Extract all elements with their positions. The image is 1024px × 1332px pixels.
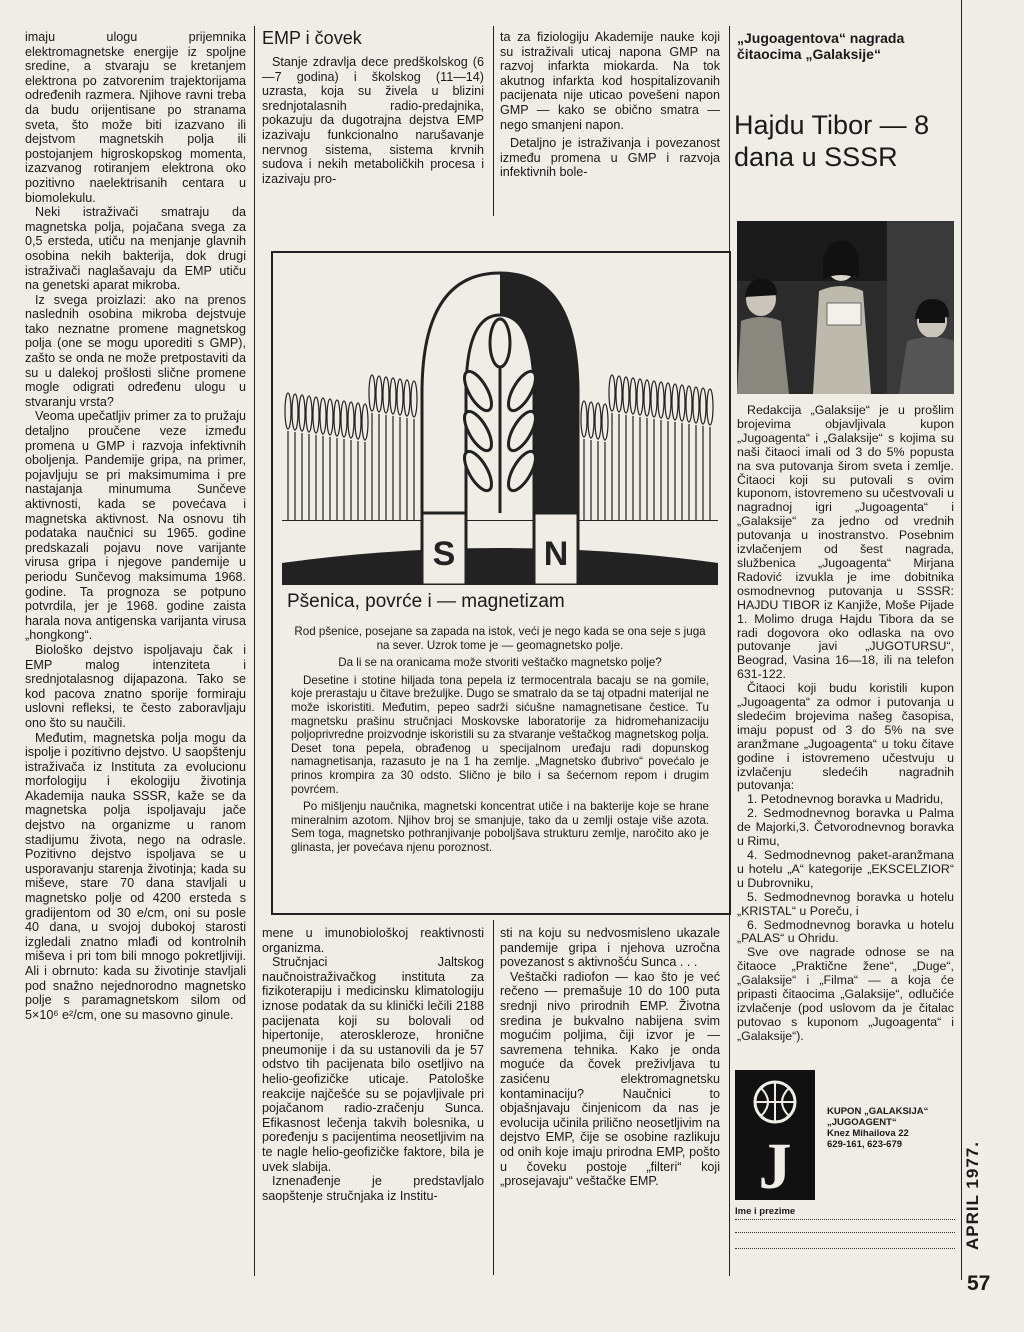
coupon-line: „JUGOAGENT“: [827, 1117, 897, 1128]
column-2-top: [262, 27, 484, 186]
paragraph: Stanje zdravlja dece predškolskog (6—7 godina) i školskog (11—14) uzrasta, koja su živela u blizini srednjotalasnih radio-predajnika, pokazuju da dugotrajna dejstva EMP izazivaju funkcionalno narušavanje nervnog sistema, sistema krvnih sudova i nekih metaboličkih procesa i izazivaju pro-: [262, 55, 484, 186]
column-divider: [493, 26, 494, 216]
logo-letter: J: [758, 1130, 792, 1200]
column-1: [25, 30, 246, 1022]
box-question: Da li se na oranicama može stvoriti veštačko magnetsko polje?: [338, 656, 662, 670]
prize-item: 5. Sedmodnevnog boravka u hotelu „KRISTAL“ u Poreču, i: [737, 889, 954, 918]
coupon-name-field[interactable]: [735, 1206, 955, 1220]
jugoagent-logo: [735, 1070, 815, 1200]
coupon-dotted-line: [735, 1248, 955, 1249]
coupon-text: [827, 1106, 957, 1150]
right-article: [737, 404, 954, 1044]
column-2-bottom: [262, 926, 484, 1203]
winner-photo-image: [737, 221, 954, 394]
boxed-article: [271, 251, 731, 915]
column-divider: [493, 920, 494, 1275]
coupon: [735, 1070, 955, 1250]
paragraph: Detaljno je istraživanja i povezanost između promena u GMP i razvoja infektivnih bole-: [500, 136, 720, 180]
paragraph: sti na koju su nedvosmisleno ukazale pandemije gripa i njehova uzročna povezanost s aktivnošću Sunca . . .: [500, 926, 720, 970]
paragraph: Neki istraživači smatraju da magnetska polja, pojačana svega za 0,5 ersteda, utiču na menjanje glavnih osobina nekih bakterija, dok drugi istraživači naglašavaju da EMP utiču na genetski aparat mikroba.: [25, 205, 246, 293]
paragraph: Stručnjaci Jaltskog naučnoistraživačkog instituta za fizikoterapiju i medicinsku klimatologiju iznose podatak da su klinički lečili 2188 pacijenata koji su bolovali od hipertonije, ateroskleroze, hronične pneumonije i da su ustanovili da je 57 odstvo tih pacijenata bilo osetljivo na helio-geofizičke uticaje. Patološke reakcije najčešće su se pojavljivale pri pojačanom radio-zračenju Sunca. Efikasnost lečenja takvih bolesnika, u poređenju s pacijentima neosetljivim na te nagle helio-geofizičke faktore, bila je uvek slabija.: [262, 955, 484, 1174]
prize-item: 6. Sedmodnevnog boravka u hotelu „PALAS“ u Ohridu.: [737, 917, 954, 946]
paragraph: Sve ove nagrade odnose se na čitaoce „Praktične žene“, „Duge“, „Galaksije“ i „Filma“ — a koja će pripasti čitaocima „Galaksije“, odlučiće izvlačenje (pod uslovom da je čitalac putovao s kuponom „Jugoagenta“ i „Galaksije“).: [737, 945, 954, 1043]
coupon-dotted-line: [735, 1232, 955, 1233]
margin-divider: [961, 0, 962, 1280]
box-title: Pšenica, povrće i — magnetizam: [287, 591, 565, 612]
paragraph: Veštački radiofon — kao što je već rečeno — premašuje 10 do 100 puta srednji nivo prirodnih EMP. Životna sredina je bukvalno nabijena svim mogućim poljima, čiji izvor je — savremena tehnika. Kako je onda moguće da čovek preživljava tu zasićenu elektromagnetsku kontaminaciju? Naučnici to objašnjavaju činjenicom da nas je evolucija učinila prilično neosetljivim na dejstvo EMP, čije se osobine razlikuju od onih koje imaju prirodna EMP, pošto u čoveku postoje „filteri“ koji „prosejavaju“ veštačke EMP.: [500, 969, 720, 1189]
name-label: Ime i prezime: [735, 1206, 796, 1217]
paragraph: imaju ulogu prijemnika elektromagnetske energije iz spoljne sredine, a stvaraju se kretanjem elektrona po zatvorenim trajektorijama određenih razmera. Njihove ravni treba da budu orijentisane po stranama sveta, što može biti izazvano ili dejstvom magnetskih polja ili postojanjem higroskopskog momenta, izazvanog rotiranjem elektrona oko pozitivno naelektrisanih centara u biomolekulu.: [25, 30, 246, 205]
paragraph: ta za fiziologiju Akademije nauke koji su istraživali uticaj napona GMP na razvoj infarkta miokarda. Na tok akutnog infarkta kod hospitalizovanih pacijenata nije uticao povešeni napon GMP — kako se obično smatra — nego smanjeni napon.: [500, 30, 720, 132]
issue-date: APRIL 1977.: [963, 1141, 982, 1250]
paragraph: Iznenađenje je predstavljalo saopštenje stručnjaka iz Institu-: [262, 1174, 484, 1203]
paragraph: Veoma upečatljiv primer za to pružaju detaljno proučene veze između promena u GMP i razvoja infektivnih oboljenja. Pandemije gripa, na primer, pojavljuju se pri maksimumima i pre nastajanja minumuma Sunčeve aktivnosti, kada se povećava i magnetska aktivnost. Na osnovu tih podataka naučnici su 1965. godine predskazali pojavu nove varijante virusa gripa i njegove pandemije u periodu Sunčevog maksimuma 1968. godine. Ta prognoza se potpuno potvrdila, jer je 1968. godine zaista harala nova antigenska varijanta virusa „hongkong“.: [25, 409, 246, 643]
coupon-line: KUPON „GALAKSIJA“: [827, 1106, 929, 1117]
paragraph: Po mišljenju naučnika, magnetski koncentrat utiče i na bakterije koje se hrane mineralnim azotom. Njihov broj se smanjuje, tako da u zemlji ostaje više azota. Sem toga, magnetsko pothranjivanje poboljšava strukturu zemlje, naročito ako je glinasta, jer povećava njenu poroznost.: [291, 800, 709, 854]
coupon-line: 629-161, 623-679: [827, 1139, 903, 1150]
prize-item: 2. Sedmodnevnog boravka u Palma de Majorki,3. Četvorodnevnog boravka u Rimu,: [737, 806, 954, 849]
prize-item: 4. Sedmodnevnog paket-aranžmana u hotelu „A“ kategorije „EKSCELZIOR“ u Dubrovniku,: [737, 848, 954, 890]
column-3-bottom: [500, 926, 720, 1189]
winner-photo: [737, 221, 954, 394]
paragraph: Čitaoci koji budu koristili kupon „Jugoagenta“ za odmor i putovanja u sledećim brojevima našeg časopisa, imaju popust od 3 do 5% na sve aranžmane „Jugoagenta“ u toku čitave godine i istovremeno učestvuju u izvlačenju sledećih nagradnih putovanja:: [737, 681, 954, 793]
right-kicker: „Jugoagentova“ nagrada čitaocima „Galaksije“: [737, 30, 905, 62]
magnet-pole-n: N: [543, 535, 569, 573]
column-divider: [254, 26, 255, 1276]
paragraph: Redakcija „Galaksije“ je u prošlim brojevima objavljivala kupon „Jugoagenta“ i „Galaksije“ s kojima su naši čitaoci imali od 3 do 5% popusta na sva putovanja širom sveta i zemlje. Čitaoci koji su putovali s ovim kuponom, istovremeno su učestvovali u nagradnoj igri „Jugoagenta“ i „Galaksije“ za jedno od vrednih putovanja u inostranstvo. Posebnim izvlačenjem od šest nagrada, službenica „Jugoagenta“ Mirjana Radović izvukla je ime dobitnika osmodnevnog putovanja u SSSR: HAJDU TIBOR iz Kanjiže, Moše Pijade 1. Molimo druga Hajdu Tibora da se radi dogovora oko odlaska na ovo putovanje javi „JUGOTURSU“, Beograd, Vasina 16—18, ili na telefon 631-122.: [737, 403, 954, 682]
box-text: [291, 625, 709, 859]
paragraph: mene u imunobiološkoj reaktivnosti organizma.: [262, 926, 484, 955]
wheat-magnet-illustration: [282, 263, 718, 585]
box-intro: Rod pšenice, posejane sa zapada na istok, veći je nego kada se ona seje s juga na sever. Uzrok tome je — geomagnetsko polje.: [294, 625, 706, 652]
magnet-pole-s: S: [432, 535, 456, 573]
coupon-line: Knez Mihailova 22: [827, 1128, 909, 1139]
column-3-top: [500, 30, 720, 180]
prize-item: 1. Petodnevnog boravka u Madridu,: [747, 792, 944, 807]
paragraph: Desetine i stotine hiljada tona pepela iz termocentrala bacaju se na gomile, koje prerastaju u čitave brežuljke. Dugo se smatralo da se taj otpadni materijal ne može iskoristiti. Međutim, pepeo sadrži sićušne namagnetisane čestice. Tu magnetsku prašinu stručnjaci Moskovske laboratorije za hidromehanizaciju poljoprivredne proizvodnje iskoristili su za stvaranje veštačkog magnetskog polja. Deset tona pepela, obrađenog u specijalnom uređaju radi dopunskog namagnetisanja, razasuto je na 1 ha zemlje. „Magnetsko đubrivo“ povećalo je prinos krompira za 30 odsto. Slično je bilo i sa šećernom repom i drugim povrćem.: [291, 673, 709, 796]
paragraph: Biološko dejstvo ispoljavaju čak i EMP malog intenziteta i srednjotalasnog dijapazona. Tako se kod pacova znatno sporije formiraju uslovni refleksi, te često zaboravljaju ono što su naučili.: [25, 642, 246, 730]
page-number: 57: [967, 1272, 991, 1295]
right-headline: Hajdu Tibor — 8 dana u SSSR: [734, 110, 930, 172]
paragraph: Iz svega proizlazi: ako na prenos naslednih osobina mikroba dejstvuje tako neznatne promene magnetskog polja (one se mogu uporediti s GMP), zašto se onda ne može pretpostaviti da su u dalekoj prošlosti slične promene mogle odigrati određenu ulogu u stvaranju vrsta?: [25, 292, 246, 409]
section-title: EMP i čovek: [262, 28, 362, 48]
paragraph: Međutim, magnetska polja mogu da ispolje i pozitivno dejstvo. U saopštenju istraživača iz Instituta za evolucionu morfologiju i ekologiju životinja Akademija nauka SSSR, kaže se da magnetska polja ispoljavaju jače dejstvo na organizme u ranom stadijumu života, nego na odrasle. Pozitivno dejstvo ispoljava se u usporavanju starenja životinja; kada su miševe, stare 70 dana stavljali u magnetsko polje od 4200 ersteda s gradijentom od 30 e/cm, oni su posle 40 dana, u svojoj dubokoj starosti izgledali znatno mlađi od kontrolnih miševa i pri tom bili mnogo pokretljiviji. Ali i obrnuto: kada su životinje stavljali pod snažno nejednorodno magnetsko polje s paramagnetskom silom od 5×10⁶ e²/cm, one su masovno ginule.: [25, 730, 246, 1022]
